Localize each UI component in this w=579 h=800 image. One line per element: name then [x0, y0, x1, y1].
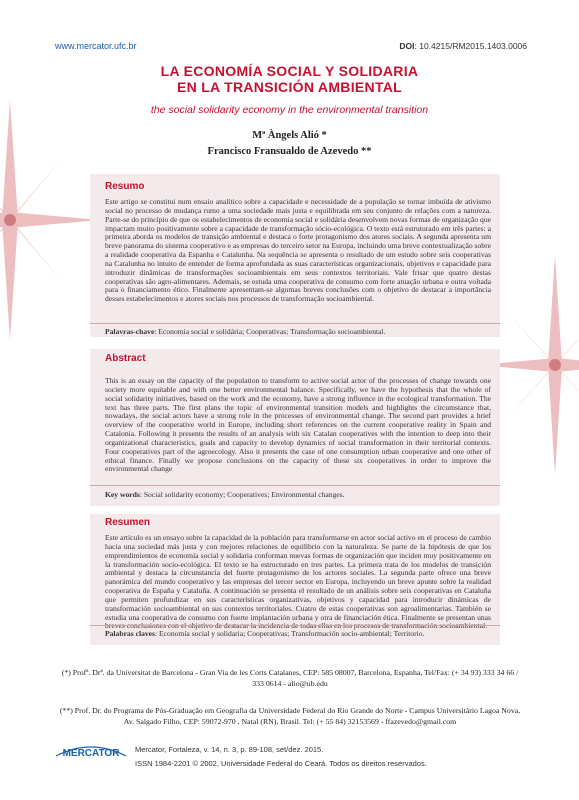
- divider: [90, 485, 500, 486]
- footnote-author-1: (*) Profª. Drª. da Universitat de Barcelona - Gran Via de les Corts Catalanes, CEP: 585 08007, Barcelona, Espanha, Tel/Fax: (+ 34 93) 333 34 66 / 333 0614 - alio@ub.edu: [61, 668, 519, 688]
- resumo-heading: Resumo: [105, 181, 145, 192]
- title-line-1: LA ECONOMÍA SOCIAL Y SOLIDARIA: [160, 63, 419, 79]
- author-2: Francisco Fransualdo de Azevedo **: [207, 146, 372, 157]
- title-line-2: EN LA TRANSICIÓN AMBIENTAL: [176, 79, 403, 95]
- resumen-keywords-label: Palabras claves: [105, 629, 155, 638]
- resumo-keywords: [105, 327, 495, 336]
- resumo-keywords-text: : Economia social e solidária; Cooperativas; Transformação socioambiental.: [154, 327, 386, 336]
- article-title: [0, 63, 579, 95]
- english-title: the social solidarity economy in the environmental transition: [150, 104, 429, 116]
- abstract-heading: Abstract: [105, 353, 146, 364]
- compass-rose-right: [490, 255, 579, 475]
- abstract-keywords-label: Key words: [105, 490, 140, 499]
- abstract-keywords-text: : Social solidarity economy; Cooperatives; Environmental changes.: [139, 490, 345, 499]
- footnote-author-2: (**) Prof. Dr. do Programa de Pós-Graduação em Geografia da Universidade Federal do Rio Grande do Norte - Campus Universitário Lagoa Nova, Av. Salgado Filho, CEP: 59072-970 , Natal (RN), Brasil. Tel: (+ 55 84) 32153569 - ffazevedo@gmail.com: [59, 706, 521, 726]
- author-1: Mª Àngels Alió *: [252, 130, 327, 141]
- doi-value: : 10.4215/RM2015.1403.0006: [414, 41, 527, 51]
- journal-url[interactable]: www.mercator.ufc.br: [55, 41, 137, 51]
- divider: [90, 323, 500, 324]
- abstract-keywords: [105, 490, 495, 499]
- resumen-keywords-text: : Economía social y solidaria; Cooperativas; Transformación socio-ambiental; Territorio.: [155, 629, 425, 638]
- resumo-keywords-label: Palavras-chave: [105, 327, 155, 336]
- resumo-text: Este artigo se constitui num ensaio analítico sobre a capacidade e necessidade de a população se tornar imbuída de ativismo social no processo de mudança rumo a uma sociedade mais justa e equilibrada em seu conjunto de relações com a natureza. Parte-se do princípio de que os estabelecimentos de economia social e solidária desenvolvem novas formas de organização que impactam muito positivamente sobre a capacidade de transformação sócio-ecológica. O texto está estruturado em três partes: a primeira aborda os modelos de transição ambiental e destaca o forte protagonismo dos atores sociais. A segunda apresenta um breve panorama do sistema cooperativo e as empresas do terceiro setor na Europa, incluindo uma breve contextualização sobre a realidade cooperativa da Espanha e Catalunha. Na sequência se apresenta o resultado de um estudo sobre seis cooperativas na Catalunha no intuito de entender de forma aprofundada as suas características organizacionais, objetivos e capacidade para introduzir dinâmicas de transformações socioambientais em seus contextos territoriais. Vale frisar que quatro destas cooperativas são agro-alimentares. Ademais, se estuda uma cooperativa de consumo com forte atuação urbana e outra voltada para o financiamento ético. Finalmente apresentam-se algumas breves conclusões com o objetivo de destacar a importância desses estabelecimentos e atores sociais nos processos de transformação socioambiental.: [105, 197, 491, 304]
- doi-label: DOI: [399, 41, 415, 51]
- logo-text: MERCATOR: [62, 748, 120, 759]
- mercator-logo: [54, 740, 128, 760]
- doi: [399, 41, 527, 51]
- issn-copyright: ISSN 1984-2201 © 2002, Universidade Federal do Ceará. Todos os direitos reservados.: [135, 759, 427, 768]
- resumen-text: Este artículo es un ensayo sobre la capacidad de la población para transformarse en actor social activo en el proceso de cambio hacia una sociedad más justa y con mejores relaciones de equilibrio con la naturaleza. Se parte de la hipótesis de que los emprendimientos de economía social y solidaria conforman nuevas formas de organización que inciden muy positivamente en la transformación socio-ecológica. El texto se ha estructurado en tres partes. La primera trata de los modelos de transición ambiental y destaca la circunstancia del fuerte protagonismo de los actores sociales. La segunda parte ofrece una breve panorámica del mundo cooperativo y las empresas del tercer sector en Europa, incluyendo un breve apunte sobre la realidad cooperativa de España y Cataluña. A continuación se presenta el resultado de un análisis sobre seis cooperativas en Cataluña que permiten profundizar en sus características organizativas, objetivos y capacidad para introducir dinámicas de transformación socioambiental en sus contextos territoriales. Cuatro de estas cooperativas son agroalimentarias. También se estudia una cooperativa de consumo con fuerte implantación urbana y otra de financiación ética. Finalmente se presentan unas breves conclusiones con el objetivo de destacar la incidencia de todas ellas en los procesos de transformación socioambiental.: [105, 533, 491, 631]
- journal-citation: Mercator, Fortaleza, v. 14, n. 3, p. 89-108, set/dez. 2015.: [135, 745, 324, 754]
- resumen-keywords: [105, 629, 495, 638]
- abstract-text: This is an essay on the capacity of the population to transform to active social actor of the processes of change towards one society more equitable and with one better environmental balance. Specifically, we have the hypothesis that the whole of social solidarity initiatives, based on the work and the economy, have a strong influence in the ecological transformation. The text has three parts. The first plans the topic of environmental transition models and highlights the circumstance that, nowadays, the social actors have a strong role in the processes of environmental change. The second part provides a brief overview of the cooperative world in Europe, including short references on the current cooperative reality in Spain and Catalonia. Following it presents the results of an analysis with six Catalan cooperatives with the intention to deep into their organizational characteristics, goals and capacity to develop dynamics of social transformation in their territorial contexts. Four cooperatives part of the agroecology. Also it presents the case of one consumption urban cooperative and one other of ethical finance. Finally we propose conclusions on the capacity of these six cooperatives in order to improve the environmental change: [105, 376, 491, 474]
- resumen-heading: Resumen: [105, 517, 151, 528]
- divider: [90, 625, 500, 626]
